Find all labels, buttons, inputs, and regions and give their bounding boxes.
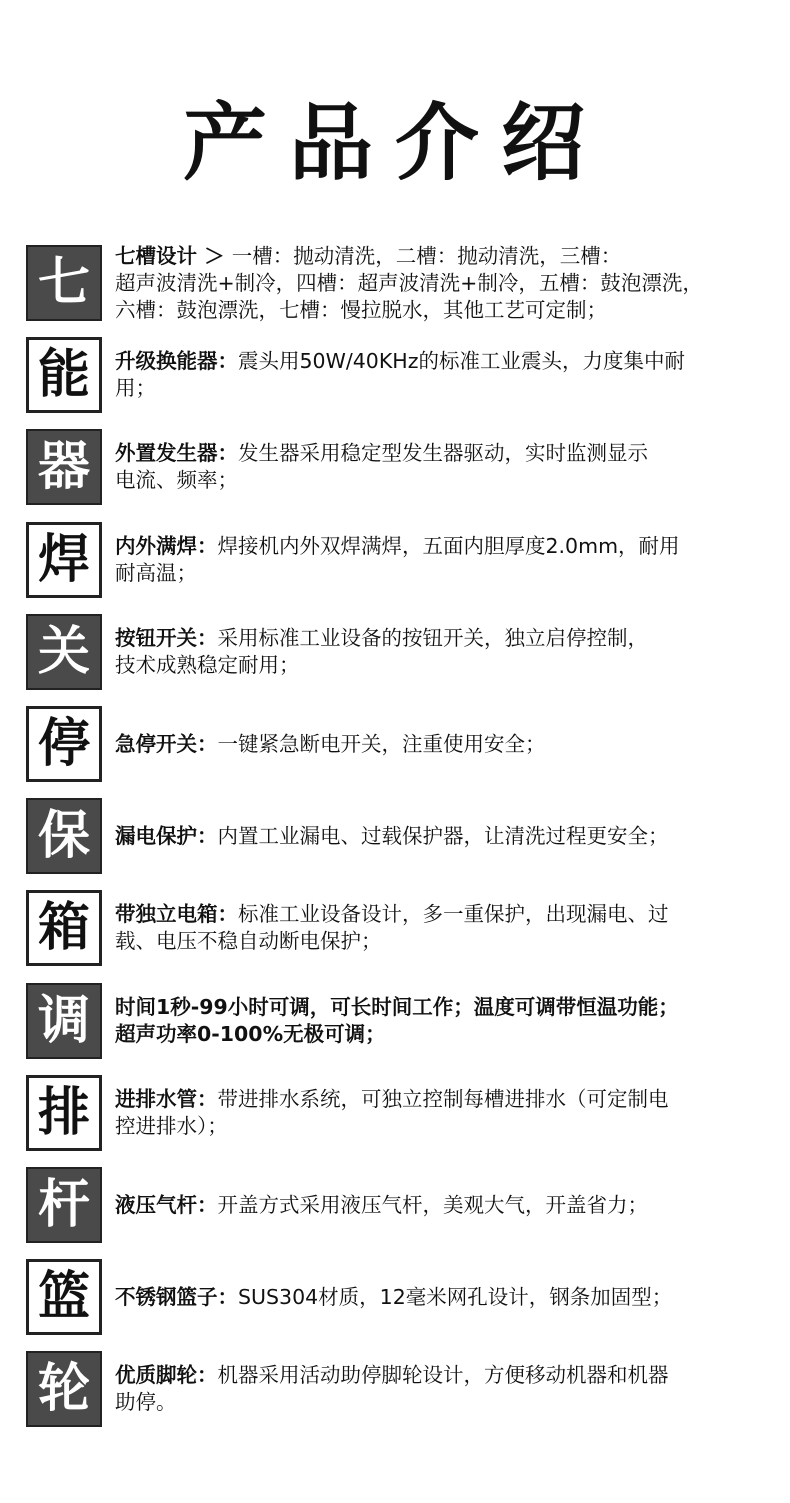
feature-text: 开盖方式采用液压气杆，美观大气，开盖省力； xyxy=(217,1192,648,1217)
feature-badge: 篮 xyxy=(26,1259,102,1335)
feature-separator: ： xyxy=(197,823,218,848)
feature-text: 震头用50W/40KHz的标准工业震头，力度集中耐 xyxy=(238,349,685,373)
feature-text: 一槽：抛动清洗，二槽：抛动清洗，三槽： xyxy=(231,243,622,268)
feature-label: 按钮开关 xyxy=(115,626,197,650)
feature-badge: 保 xyxy=(26,798,102,874)
feature-item xyxy=(26,337,776,413)
feature-text: 内置工业漏电、过载保护器，让清洗过程更安全； xyxy=(217,823,669,848)
feature-separator: ： xyxy=(197,626,218,650)
feature-text: 机器采用活动助停脚轮设计，方便移动机器和机器 xyxy=(217,1363,669,1387)
feature-description xyxy=(115,522,777,598)
feature-text: 一键紧急断电开关，注重使用安全； xyxy=(217,731,546,756)
feature-item xyxy=(26,1075,776,1151)
feature-text: 带进排水系统，可独立控制每槽进排水（可定制电 xyxy=(217,1087,669,1111)
feature-text-line: 时间1秒-99小时可调，可长时间工作；温度可调带恒温功能； xyxy=(115,995,679,1019)
feature-separator: ： xyxy=(197,1363,218,1387)
feature-item xyxy=(26,614,776,690)
feature-badge: 停 xyxy=(26,706,102,782)
feature-text: 焊接机内外双焊满焊，五面内胆厚度2.0mm，耐用 xyxy=(217,534,680,558)
feature-separator: ： xyxy=(217,902,238,926)
feature-text-line: 六槽：鼓泡漂洗，七槽：慢拉脱水，其他工艺可定制； xyxy=(115,297,607,322)
feature-badge: 排 xyxy=(26,1075,102,1151)
feature-text-line: 控进排水）； xyxy=(115,1114,228,1138)
feature-text-line: 载、电压不稳自动断电保护； xyxy=(115,929,382,953)
feature-text-line xyxy=(115,348,777,375)
feature-text-line xyxy=(115,440,777,467)
feature-separator: ： xyxy=(217,441,238,465)
feature-item xyxy=(26,798,776,874)
feature-item xyxy=(26,1259,776,1335)
feature-label: 不锈钢篮子 xyxy=(115,1284,218,1309)
feature-separator: ： xyxy=(197,1087,218,1111)
feature-badge: 能 xyxy=(26,337,102,413)
feature-description xyxy=(115,706,777,782)
feature-badge: 调 xyxy=(26,983,102,1059)
feature-label: 内外满焊 xyxy=(115,534,197,558)
feature-separator: ＞ xyxy=(197,243,232,268)
feature-text-line xyxy=(115,731,777,758)
feature-separator: ： xyxy=(197,1192,218,1217)
feature-badge: 七 xyxy=(26,245,102,321)
feature-text: SUS304材质，12毫米网孔设计，钢条加固型； xyxy=(238,1284,673,1309)
feature-label: 外置发生器 xyxy=(115,441,218,465)
feature-text-line xyxy=(115,901,777,928)
feature-text: 发生器采用稳定型发生器驱动，实时监测显示 xyxy=(238,441,648,465)
feature-item xyxy=(26,245,776,321)
feature-text-line xyxy=(115,1086,777,1113)
feature-description xyxy=(115,983,777,1059)
feature-label: 七槽设计 xyxy=(115,243,197,268)
feature-text-line xyxy=(115,823,777,850)
feature-label: 优质脚轮 xyxy=(115,1363,197,1387)
feature-text-line xyxy=(115,533,777,560)
feature-separator: ： xyxy=(217,349,238,373)
feature-description xyxy=(115,890,777,966)
feature-text-line xyxy=(115,625,777,652)
page-title: 产品介绍 xyxy=(182,94,607,192)
feature-description xyxy=(115,1167,777,1243)
feature-item xyxy=(26,429,776,505)
feature-badge: 箱 xyxy=(26,890,102,966)
feature-label: 液压气杆 xyxy=(115,1192,197,1217)
feature-description xyxy=(115,614,777,690)
feature-item xyxy=(26,706,776,782)
feature-text-line: 超声波清洗+制冷，四槽：超声波清洗+制冷，五槽：鼓泡漂洗， xyxy=(115,270,703,295)
feature-text: 标准工业设备设计，多一重保护，出现漏电、过 xyxy=(238,902,669,926)
feature-item xyxy=(26,890,776,966)
feature-text-line: 耐高温； xyxy=(115,561,197,585)
feature-text-line xyxy=(115,1362,777,1389)
feature-item xyxy=(26,983,776,1059)
feature-text-line: 电流、频率； xyxy=(115,468,238,492)
feature-text-line xyxy=(115,1192,777,1219)
feature-item xyxy=(26,1351,776,1427)
feature-separator: ： xyxy=(197,731,218,756)
feature-description xyxy=(115,429,777,505)
feature-text-line: 用； xyxy=(115,376,156,400)
feature-badge: 关 xyxy=(26,614,102,690)
feature-badge: 轮 xyxy=(26,1351,102,1427)
feature-text-line xyxy=(115,243,777,270)
feature-item xyxy=(26,1167,776,1243)
feature-text-line: 助停。 xyxy=(115,1390,177,1414)
feature-item xyxy=(26,522,776,598)
feature-text-line xyxy=(115,1284,777,1311)
feature-badge: 器 xyxy=(26,429,102,505)
feature-separator: ： xyxy=(197,534,218,558)
feature-description xyxy=(115,1351,777,1427)
feature-description xyxy=(115,1075,777,1151)
feature-description xyxy=(115,337,777,413)
feature-label: 带独立电箱 xyxy=(115,902,218,926)
feature-text-line: 超声功率0-100%无极可调； xyxy=(115,1022,386,1046)
feature-separator: ： xyxy=(217,1284,238,1309)
feature-description xyxy=(115,1259,777,1335)
feature-label: 急停开关 xyxy=(115,731,197,756)
feature-label: 漏电保护 xyxy=(115,823,197,848)
feature-text: 采用标准工业设备的按钮开关，独立启停控制， xyxy=(217,626,648,650)
feature-badge: 焊 xyxy=(26,522,102,598)
feature-description xyxy=(115,245,777,321)
feature-description xyxy=(115,798,777,874)
feature-label: 升级换能器 xyxy=(115,349,218,373)
feature-text-line: 技术成熟稳定耐用； xyxy=(115,653,300,677)
feature-label: 进排水管 xyxy=(115,1087,197,1111)
feature-badge: 杆 xyxy=(26,1167,102,1243)
